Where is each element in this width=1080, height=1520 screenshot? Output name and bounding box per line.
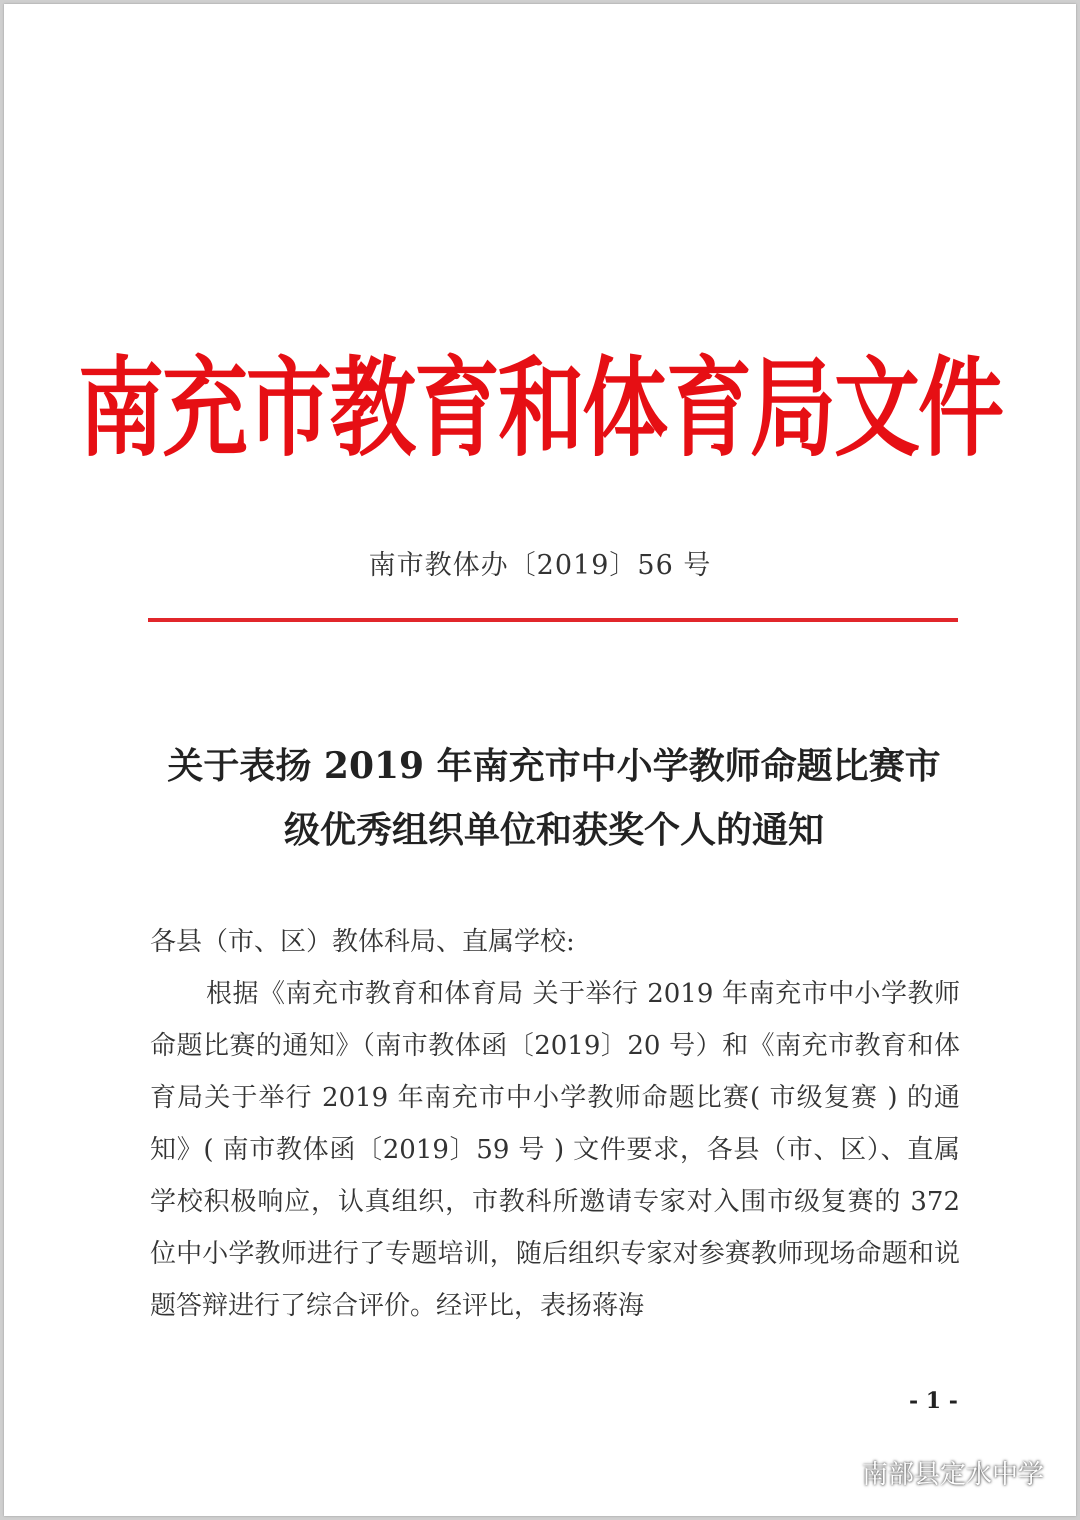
page-number: - 1 - [909, 1388, 958, 1414]
body-paragraph: 根据《南充市教育和体育局 关于举行 2019 年南充市中小学教师命题比赛的通知》（南市教体函〔2019〕20 号）和《南充市教育和体育局关于举行 2019 年南充市中小学教师命题比赛( 市级复赛 ) 的通知》( 南市教体函〔2019〕59 号 ) 文件要求，各县（市、区）、直属学校积极响应，认真组织，市教科所邀请专家对入围市级复赛的 372 位中小学教师进行了专题培训，随后组织专家对参赛教师现场命题和说题答辩进行了综合评价。经评比，表扬蒋海 [150, 979, 960, 1321]
watermark-text: 南部县定水中学 [862, 1459, 1045, 1490]
notice-title [144, 734, 964, 862]
document-number: 南市教体办〔2019〕56 号 [368, 550, 712, 581]
masthead: 南充市教育和体育局文件 [78, 345, 1002, 472]
body-text [150, 916, 960, 1332]
notice-title-line-2: 级优秀组织单位和获奖个人的通知 [283, 809, 824, 851]
wechat-icon [812, 1455, 852, 1489]
red-divider [148, 618, 958, 622]
salutation: 各县（市、区）教体科局、直属学校: [150, 927, 575, 957]
notice-title-line-1: 关于表扬 2019 年南充市中小学教师命题比赛市 [167, 745, 941, 787]
document-page [4, 4, 1076, 1516]
account-watermark [812, 1448, 1044, 1496]
